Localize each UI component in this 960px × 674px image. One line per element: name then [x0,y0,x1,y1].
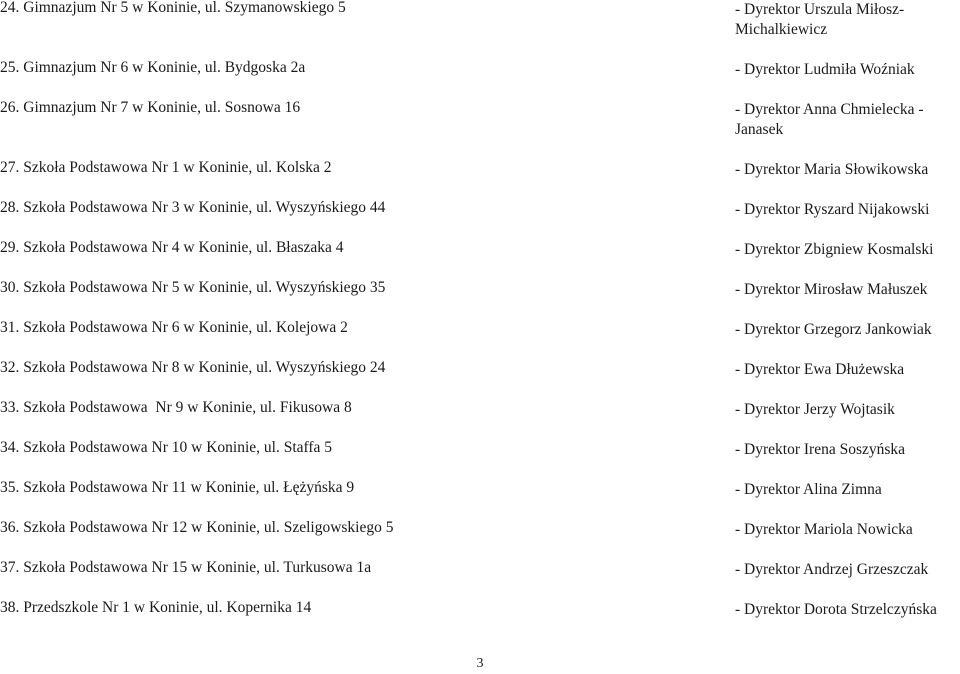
director-name: - Dyrektor Maria Słowikowska [735,161,929,178]
list-item [0,600,960,640]
director-name: - Dyrektor Zbigniew Kosmalski [735,241,934,258]
school-address: 32. Szkoła Podstawowa Nr 8 w Koninie, ul. Wyszyńskiego 24 [0,359,386,376]
list-item [0,160,960,200]
school-address: 29. Szkoła Podstawowa Nr 4 w Koninie, ul. Błaszaka 4 [0,239,344,256]
school-address: 38. Przedszkole Nr 1 w Koninie, ul. Kopernika 14 [0,599,312,616]
director-name: - Dyrektor Anna Chmielecka - Janasek [735,101,924,138]
director-name: - Dyrektor Andrzej Grzeszczak [735,561,929,578]
list-item [0,240,960,280]
director-name: - Dyrektor Mariola Nowicka [735,521,913,538]
list-item [0,200,960,240]
list-item [0,280,960,320]
list-item [0,520,960,560]
school-address: 33. Szkoła Podstawowa Nr 9 w Koninie, ul. Fikusowa 8 [0,399,352,416]
director-name: - Dyrektor Dorota Strzelczyńska [735,601,937,618]
list-item [0,440,960,480]
school-address: 24. Gimnazjum Nr 5 w Koninie, ul. Szymanowskiego 5 [0,0,346,16]
director-name: - Dyrektor Grzegorz Jankowiak [735,321,932,338]
director-name: - Dyrektor Ewa Dłużewska [735,361,905,378]
director-name: - Dyrektor Mirosław Małuszek [735,281,928,298]
director-name: - Dyrektor Irena Soszyńska [735,441,906,458]
director-name: - Dyrektor Jerzy Wojtasik [735,401,895,418]
list-item [0,560,960,600]
page-number: 3 [476,656,484,671]
school-address: 26. Gimnazjum Nr 7 w Koninie, ul. Sosnowa 16 [0,99,301,116]
list-item [0,60,960,100]
list-item [0,320,960,360]
school-address: 28. Szkoła Podstawowa Nr 3 w Koninie, ul. Wyszyńskiego 44 [0,199,386,216]
list-item [0,400,960,440]
school-address: 37. Szkoła Podstawowa Nr 15 w Koninie, ul. Turkusowa 1a [0,559,372,576]
school-address: 34. Szkoła Podstawowa Nr 10 w Koninie, ul. Staffa 5 [0,439,333,456]
list-item [0,360,960,400]
school-address: 30. Szkoła Podstawowa Nr 5 w Koninie, ul. Wyszyńskiego 35 [0,279,386,296]
director-name: - Dyrektor Ryszard Nijakowski [735,201,930,218]
school-address: 27. Szkoła Podstawowa Nr 1 w Koninie, ul. Kolska 2 [0,159,332,176]
school-address: 35. Szkoła Podstawowa Nr 11 w Koninie, ul. Łężyńska 9 [0,479,355,496]
director-name: - Dyrektor Alina Zimna [735,481,882,498]
school-address: 36. Szkoła Podstawowa Nr 12 w Koninie, ul. Szeligowskiego 5 [0,519,394,536]
list-item [0,480,960,520]
school-address: 25. Gimnazjum Nr 6 w Koninie, ul. Bydgoska 2a [0,59,306,76]
school-address: 31. Szkoła Podstawowa Nr 6 w Koninie, ul. Kolejowa 2 [0,319,348,336]
list-item [0,100,960,160]
director-name: - Dyrektor Ludmiła Woźniak [735,61,915,78]
director-name: - Dyrektor Urszula Miłosz-Michalkiewicz [735,1,905,38]
list-item [0,0,960,60]
